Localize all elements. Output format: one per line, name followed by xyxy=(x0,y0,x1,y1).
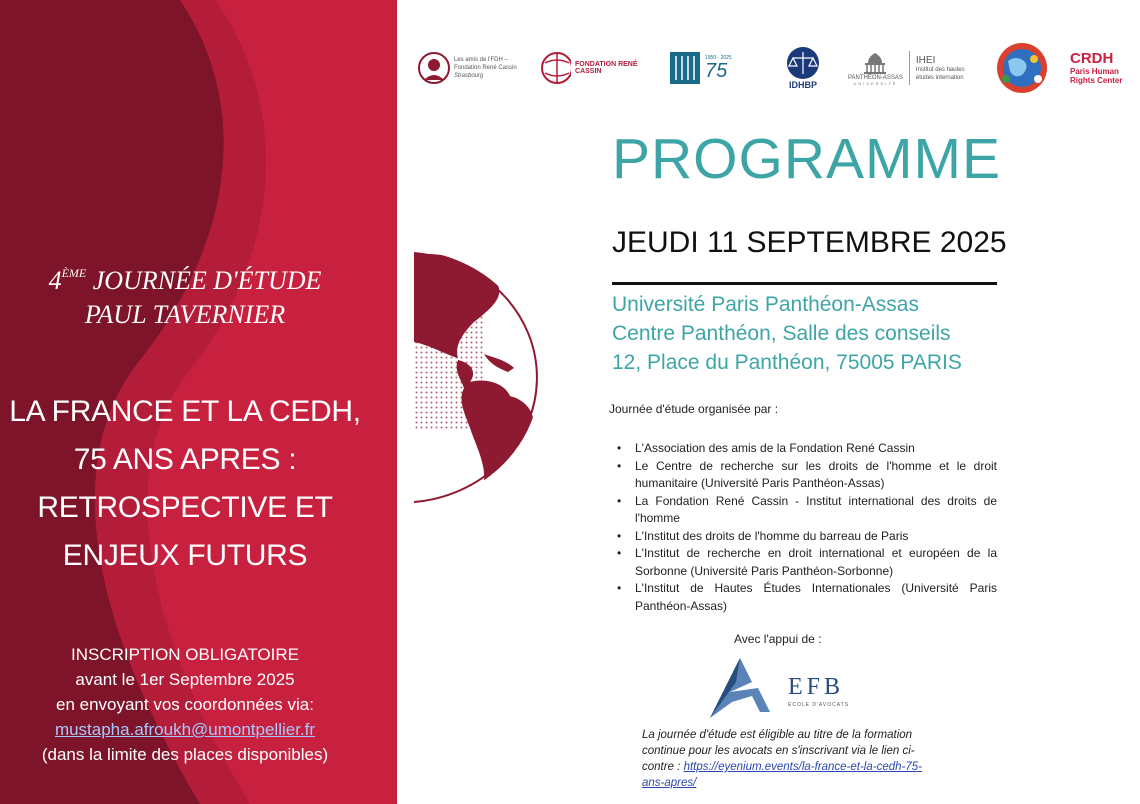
list-item: • L'Association des amis de la Fondation René Cassin xyxy=(617,440,997,458)
efb-logo xyxy=(700,652,860,724)
portrait-icon xyxy=(418,50,450,86)
efb-text: EFB xyxy=(788,674,845,700)
logo-crdh: CRDH Paris Human Rights Center xyxy=(1070,50,1123,85)
globe-illustration xyxy=(414,250,554,505)
organised-by-label: Journée d'étude organisée par : xyxy=(609,402,779,416)
email-link[interactable]: mustapha.afroukh@umontpellier.fr xyxy=(54,720,316,739)
event-date: JEUDI 11 SEPTEMBRE 2025 xyxy=(612,226,1007,259)
support-label: Avec l'appui de : xyxy=(734,632,822,646)
globe-icon xyxy=(540,51,571,85)
registration-info: INSCRIPTION OBLIGATOIRE avant le 1er Septembre 2025 en envoyant vos coordonnées via: mustapha.afroukh@umontpellier.fr (dans la limite des places disponibles) xyxy=(0,642,370,767)
training-note: La journée d'étude est éligible au titre de la formation continue pour les avocats en s'inscrivant via le lien ci-contre : https://eyenium.events/la-france-et-la-cedh-75-ans-apres/ xyxy=(642,729,922,789)
logo-cedh-75: 1950 - 2025 75 xyxy=(668,40,744,96)
flags-globe-icon xyxy=(994,41,1050,95)
title-line: RETROSPECTIVE ET xyxy=(37,491,333,524)
scales-icon xyxy=(783,46,823,80)
partner-logos xyxy=(418,40,1134,100)
pantheon-icon xyxy=(860,51,890,75)
list-item: • La Fondation René Cassin - Institut international des droits de l'homme xyxy=(617,493,997,528)
divider xyxy=(612,282,997,285)
title-line: LA FRANCE ET LA CEDH, xyxy=(9,395,361,428)
journee-heading: 4ÈME JOURNÉE D'ÉTUDE PAUL TAVERNIER xyxy=(48,266,322,329)
programme-heading: PROGRAMME xyxy=(612,127,1002,191)
logo-pantheon-assas-ihei: PANTHÉON-ASSAS UNIVERSITÉ IHEI Institut des hautes études internation xyxy=(848,40,978,96)
logo-fondation-rene-cassin: FONDATION RENÉ CASSIN xyxy=(540,40,658,96)
book-icon xyxy=(668,48,702,88)
list-item: • L'Institut des droits de l'homme du barreau de Paris xyxy=(617,528,997,546)
registration-link[interactable]: https://eyenium.events/la-france-et-la-cedh-75-ans-apres/ xyxy=(642,761,922,789)
event-title xyxy=(0,388,370,580)
organisers-list xyxy=(617,440,997,615)
list-item: • Le Centre de recherche sur les droits de l'homme et le droit humanitaire (Université Paris Panthéon-Assas) xyxy=(617,458,997,493)
title-line: 75 ANS APRES : xyxy=(73,443,297,476)
title-line: ENJEUX FUTURS xyxy=(62,539,308,572)
list-item: • L'Institut de Hautes Études Internationales (Université Paris Panthéon-Assas) xyxy=(617,580,997,615)
list-item: • L'Institut de recherche en droit international et européen de la Sorbonne (Université Paris Panthéon-Sorbonne) xyxy=(617,545,997,580)
logo-ihei-globe xyxy=(994,40,1050,96)
efb-subtext: ÉCOLE D'AVOCATS xyxy=(788,702,850,708)
left-panel xyxy=(0,0,397,804)
logo-amis-fdh: Les amis de l'FDH – Fondation René Cassin Strasbourg xyxy=(418,40,528,96)
event-address: Université Paris Panthéon-Assas Centre Panthéon, Salle des conseils 12, Place du Panthéon, 75005 PARIS xyxy=(612,293,962,374)
logo-idhbp: IDHBP xyxy=(778,40,828,96)
